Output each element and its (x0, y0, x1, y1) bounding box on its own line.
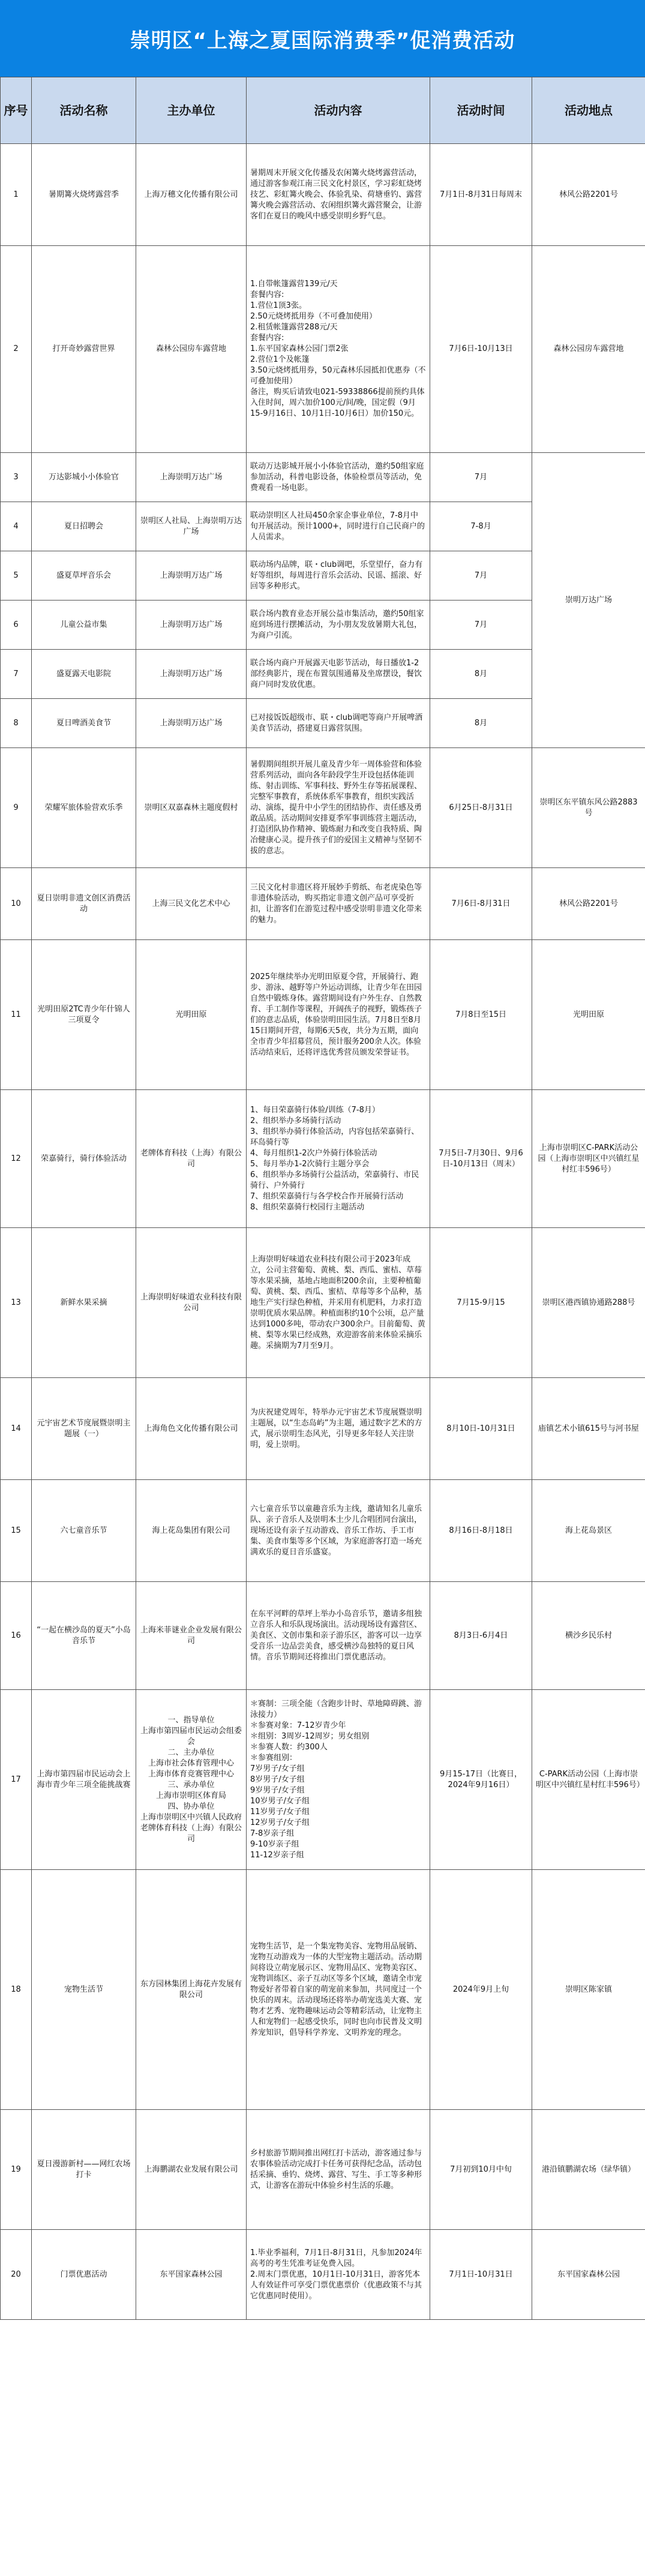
cell-name: 宠物生活节 (32, 1870, 136, 2110)
activity-table (0, 77, 645, 2320)
cell-time: 8月3日-6月4日 (430, 1582, 532, 1690)
cell-time: 9月15-17日（比赛日，2024年9月16日） (430, 1690, 532, 1870)
cell-no: 7 (1, 650, 32, 699)
cell-time: 7月初到10月中旬 (430, 2110, 532, 2230)
cell-org: 上海崇明好味道农业科技有限公司 (136, 1228, 247, 1378)
table-header-row (1, 77, 645, 144)
cell-name: 门票优惠活动 (32, 2230, 136, 2320)
cell-org: 东平国家森林公园 (136, 2230, 247, 2320)
table-row (1, 1480, 645, 1582)
cell-time: 7月6日-10月13日 (430, 246, 532, 453)
cell-content: 三民文化村非遗区将开展妙手剪纸、布老虎染色等非遗体验活动，购买指定非遗文创产品可享受折扣，让游客们在游览过程中感受崇明非遗文化带来的魅力。 (247, 868, 430, 940)
cell-org: 上海米菲谜业企业发展有限公司 (136, 1582, 247, 1690)
cell-name: 打开奇妙露营世界 (32, 246, 136, 453)
cell-content: 在东平河畔的草坪上举办小岛音乐节，邀请多组独立音乐人和乐队现场演出。活动现场设有露营区、美食区、文创市集和亲子游乐区，游客可以一边享受音乐一边品尝美食，感受横沙岛独特的夏日风情。音乐节期间还将推出门票优惠活动。 (247, 1582, 430, 1690)
table-row (1, 144, 645, 246)
cell-name: 盛夏露天电影院 (32, 650, 136, 699)
cell-org: 上海崇明万达广场 (136, 601, 247, 650)
cell-content: 为庆祝建党周年，特举办元宇宙艺术节度展暨崇明主题展，以“生态岛屿”为主题，通过数字艺术的方式，展示崇明生态风光，引导更多年轻人关注崇明，爱上崇明。 (247, 1378, 430, 1480)
cell-org: 上海崇明万达广场 (136, 453, 247, 502)
page-title: 崇明区“上海之夏国际消费季”促消费活动 (130, 28, 515, 53)
cell-no: 2 (1, 246, 32, 453)
page-title-bar (0, 0, 645, 77)
table-row (1, 868, 645, 940)
cell-name: 儿童公益市集 (32, 601, 136, 650)
col-header-org: 主办单位 (136, 77, 247, 144)
cell-org: 海上花岛集团有限公司 (136, 1480, 247, 1582)
table-row (1, 2110, 645, 2230)
cell-place: 海上花岛景区 (532, 1480, 645, 1582)
cell-time: 7月6日-8月31日 (430, 868, 532, 940)
cell-time: 7月5日-7月30日、9月6日-10月13日（周末） (430, 1090, 532, 1228)
cell-place: 港沿镇鹏湖农场（绿华镇） (532, 2110, 645, 2230)
cell-no: 18 (1, 1870, 32, 2110)
cell-no: 8 (1, 699, 32, 748)
cell-content: 已对接饭饭超级市、联・club调吧等商户开展啤酒美食节活动，搭建夏日露营氛围。 (247, 699, 430, 748)
cell-content: 暑假期间组织开展儿童及青少年一周体验营和体验营系列活动，面向各年龄段学生开设包括体能训练、射击训练、军事科技、野外生存等拓展课程、完整军事教育，系统体系军事教育，组织实践活动、演练，提升中小学生的团结协作、责任感及勇敢品质。活动期间安排夏季军事训练营主题活动，打造团队协作精神、锻炼耐力和改变自我特质、陶冶健康心灵。提升孩子们的爱国主义精神与坚韧不拔的意志。 (247, 748, 430, 868)
cell-content: 1.毕业季福利，7月1日-8月31日，凡参加2024年高考的考生凭准考证免费入园。 2.周末门票优惠，10月1日-10月31日，游客凭本人有效证件可享受门票优惠票价（优惠政策不与其它优惠同时使用）。 (247, 2230, 430, 2320)
cell-place: 上海市崇明区C-PARK活动公园（上海市崇明区中兴镇红星村红丰596号） (532, 1090, 645, 1228)
cell-time: 8月16日-8月18日 (430, 1480, 532, 1582)
cell-no: 3 (1, 453, 32, 502)
cell-org: 上海三民文化艺术中心 (136, 868, 247, 940)
cell-time: 8月10日-10月31日 (430, 1378, 532, 1480)
cell-content: 六七童音乐节以童趣音乐为主线，邀请知名儿童乐队、亲子音乐人及崇明本土少儿合唱团同台演出，现场还设有亲子互动游戏、音乐工作坊、手工市集、美食市集等多个区域，为家庭游客打造一场充满欢乐的夏日音乐盛宴。 (247, 1480, 430, 1582)
cell-name: 暑期篝火烧烤露营季 (32, 144, 136, 246)
cell-time: 8月 (430, 650, 532, 699)
cell-time: 7月1日-8月31日每周末 (430, 144, 532, 246)
cell-time: 6月25日-8月31日 (430, 748, 532, 868)
cell-content: 乡村旅游节期间推出网红打卡活动，游客通过参与农事体验活动完成打卡任务可获得纪念品，活动包括采摘、垂钓、烧烤、露营、写生、手工等多种形式，让游客在游玩中体验乡村生活的乐趣。 (247, 2110, 430, 2230)
cell-content: 1.自带帐篷露营139元/天 套餐内容: 1.营位1顶3张。 2.50元烧烤抵用券（不可叠加使用） 2.租赁帐篷露营288元/天 套餐内容: 1.东平国家森林公园门票2张 2.营位1个及帐篷 3.50元烧烤抵用券，50元森林乐园抵扣优惠券（不可叠加使用） 备注，购买后请致电021-59338866提前预约具体入住时间，周六加价100元/间/晚，国定假（9月15-9月16日、10月1日-10月6日）加价150元。 (247, 246, 430, 453)
cell-no: 12 (1, 1090, 32, 1228)
cell-name: 光明田原2TC青少年什锦人三项夏令 (32, 940, 136, 1090)
table-row (1, 453, 645, 502)
col-header-content: 活动内容 (247, 77, 430, 144)
cell-org: 一、指导单位 上海市第四届市民运动会组委会 二、主办单位 上海市社会体育管理中心 上海市体育竞赛管理中心 三、承办单位 上海市崇明区体育局 四、协办单位 上海市崇明区中兴镇人民政府 老牌体育科技（上海）有限公司 (136, 1690, 247, 1870)
cell-time: 7月8日至15日 (430, 940, 532, 1090)
cell-org: 上海万穗文化传播有限公司 (136, 144, 247, 246)
cell-no: 14 (1, 1378, 32, 1480)
cell-no: 9 (1, 748, 32, 868)
table-row (1, 1228, 645, 1378)
cell-no: 16 (1, 1582, 32, 1690)
cell-place: 崇明区东平镇东风公路2883号 (532, 748, 645, 868)
cell-org: 东方园林集团上海花卉发展有限公司 (136, 1870, 247, 2110)
cell-place: 林风公路2201号 (532, 868, 645, 940)
col-header-no: 序号 (1, 77, 32, 144)
cell-name: 夏日招聘会 (32, 502, 136, 551)
cell-time: 7-8月 (430, 502, 532, 551)
table-row (1, 1582, 645, 1690)
table-row (1, 246, 645, 453)
cell-content: 联动场内品牌，联・club调吧，乐堂望仔，奋力有好等组织，每周进行音乐会活动、民谣、摇滚、好回等多种形式。 (247, 551, 430, 601)
cell-time: 2024年9月上旬 (430, 1870, 532, 2110)
cell-content: 联合场内商户开展露天电影节活动，每日播放1-2部经典影片，现在布置氛围通幕及坐席摆设，餐饮商户同时发放优惠。 (247, 650, 430, 699)
cell-name: 荣嘉骑行，骑行体验活动 (32, 1090, 136, 1228)
cell-place: 林风公路2201号 (532, 144, 645, 246)
cell-no: 5 (1, 551, 32, 601)
cell-no: 4 (1, 502, 32, 551)
cell-time: 7月 (430, 601, 532, 650)
cell-org: 崇明区人社局、上海崇明万达广场 (136, 502, 247, 551)
cell-no: 6 (1, 601, 32, 650)
cell-time: 7月 (430, 453, 532, 502)
cell-name: 六七童音乐节 (32, 1480, 136, 1582)
cell-place: 庙镇艺术小镇615号与河书屋 (532, 1378, 645, 1480)
table-row (1, 748, 645, 868)
cell-content: 宠物生活节，是一个集宠物美容、宠物用品展销、宠物互动游戏为一体的大型宠物主题活动。活动期间将设立萌宠展示区、宠物用品区、宠物美容区、宠物训练区、亲子互动区等多个区域，邀请全市宠物爱好者带着自家的萌宠前来参加，共同度过一个快乐的周末。活动现场还将举办萌宠选美大赛、宠物才艺秀、宠物趣味运动会等精彩活动，让宠物主人和宠物们一起感受快乐，同时也向市民普及文明养宠知识，倡导科学养宠、文明养宠的理念。 (247, 1870, 430, 2110)
cell-name: 夏日漫游新村——网红农场打卡 (32, 2110, 136, 2230)
cell-no: 20 (1, 2230, 32, 2320)
cell-content: 2025年继续举办光明田原夏令营，开展骑行、跑步、游泳、越野等户外运动训练，让青少年在田园自然中锻炼身体。露营期间设有户外生存、自然教育、手工制作等课程，开阔孩子的视野，锻炼孩子们的意志品质，体验崇明田园生活。7月8日至8月15日期间开营，每期6天5夜，共分为五期，面向全市青少年招募营员，预计服务200余人次。体验活动结束后，还将评选优秀营员颁发荣誉证书。 (247, 940, 430, 1090)
cell-time: 7月1日-10月31日 (430, 2230, 532, 2320)
cell-no: 17 (1, 1690, 32, 1870)
cell-content: 暑期周末开展文化传播及农闲篝火烧烤露营活动，通过游客参观江南三民文化村景区，学习彩虹烧烤技艺、彩虹篝火晚会、体验乳染、荷塘垂钓、露营篝火晚会露营活动、农闲组织篝火露营聚会，让游客们在夏日的晚风中感受崇明乡野气息。 (247, 144, 430, 246)
cell-time: 8月 (430, 699, 532, 748)
cell-org: 老牌体育科技（上海）有限公司 (136, 1090, 247, 1228)
cell-content: 联动万达影城开展小小体验官活动，邀约50组家庭参加活动，科普电影设备，体验检票员等活动，免费观看一场电影。 (247, 453, 430, 502)
cell-content: 上海崇明好味道农业科技有限公司于2023年成立，公司主营葡萄、黄桃、梨、西瓜、蜜桔、草莓等水果采摘，基地占地面积200余亩，主要种植葡萄、黄桃、梨、西瓜、蜜桔、草莓等多个品种，基地生产实行绿色种植，并采用有机肥料，力求打造崇明优质水果品牌。种植面积约10个公顷，总产量达到1000多吨，带动农户300余户。目前葡萄、黄桃、梨等水果已经成熟，欢迎游客前来体验采摘乐趣。采摘期为7月至9月。 (247, 1228, 430, 1378)
cell-time: 7月 (430, 551, 532, 601)
cell-place: 森林公园房车露营地 (532, 246, 645, 453)
cell-org: 上海崇明万达广场 (136, 551, 247, 601)
cell-content: 联合场内教育业态开展公益市集活动，邀约50组家庭到场进行摆摊活动，为小朋友发放暑期大礼包，为商户引流。 (247, 601, 430, 650)
cell-name: 荣耀军旅体验营欢乐季 (32, 748, 136, 868)
table-row (1, 1690, 645, 1870)
cell-no: 11 (1, 940, 32, 1090)
cell-place: 东平国家森林公园 (532, 2230, 645, 2320)
cell-name: “一起在横沙岛的夏天”小岛音乐节 (32, 1582, 136, 1690)
cell-no: 15 (1, 1480, 32, 1582)
cell-place: 崇明万达广场 (532, 453, 645, 748)
cell-no: 1 (1, 144, 32, 246)
cell-place: 崇明区陈家镇 (532, 1870, 645, 2110)
cell-org: 上海角色文化传播有限公司 (136, 1378, 247, 1480)
cell-no: 10 (1, 868, 32, 940)
table-row (1, 1090, 645, 1228)
table-row (1, 940, 645, 1090)
cell-name: 万达影城小小体验官 (32, 453, 136, 502)
table-row (1, 1870, 645, 2110)
cell-no: 13 (1, 1228, 32, 1378)
cell-content: ＊赛制：三项全能（含跑步计时、草地障碍跳、游泳接力） ＊参赛对象：7-12岁青少年 ＊组别：3周岁-12周岁；男女组别 ＊参赛人数：约300人 ＊参赛组别： 7岁男子/女子组 8岁男子/女子组 9岁男子/女子组 10岁男子/女子组 11岁男子/女子组 12岁男子/女子组 7-8岁亲子组 9-10岁亲子组 11-12岁亲子组 (247, 1690, 430, 1870)
cell-no: 19 (1, 2110, 32, 2230)
cell-place: C-PARK活动公园（上海市崇明区中兴镇红星村红丰596号） (532, 1690, 645, 1870)
table-row (1, 2230, 645, 2320)
cell-org: 上海崇明万达广场 (136, 650, 247, 699)
col-header-place: 活动地点 (532, 77, 645, 144)
cell-name: 上海市第四届市民运动会上海市青少年三项全能挑战赛 (32, 1690, 136, 1870)
cell-name: 新鲜水果采摘 (32, 1228, 136, 1378)
cell-time: 7月15-9月15 (430, 1228, 532, 1378)
cell-place: 崇明区港西镇协通路288号 (532, 1228, 645, 1378)
cell-place: 横沙乡民乐村 (532, 1582, 645, 1690)
cell-place: 光明田原 (532, 940, 645, 1090)
cell-org: 森林公园房车露营地 (136, 246, 247, 453)
cell-content: 联动崇明区人社局450余家企事业单位，7-8月中旬开展活动。预计1000+，同时进行自己民商户的人员需求。 (247, 502, 430, 551)
cell-content: 1、每日荣嘉骑行体验/训练（7-8月） 2、组织举办多场骑行活动 3、组织举办骑行体验活动，内容包括荣嘉骑行、环岛骑行等 4、每月组织1-2次户外骑行体验活动 5、每月举办1-2次骑行主题分享会 6、组织举办多场骑行公益活动，荣嘉骑行、市民骑行、户外骑行 7、组织荣嘉骑行与各学校合作开展骑行活动 8、组织荣嘉骑行校园行主题活动 (247, 1090, 430, 1228)
cell-org: 光明田原 (136, 940, 247, 1090)
col-header-time: 活动时间 (430, 77, 532, 144)
cell-org: 上海崇明万达广场 (136, 699, 247, 748)
cell-name: 夏日崇明非遗文创区消费活动 (32, 868, 136, 940)
cell-name: 盛夏草坪音乐会 (32, 551, 136, 601)
cell-name: 夏日啤酒美食节 (32, 699, 136, 748)
cell-org: 崇明区双嘉森林主题度假村 (136, 748, 247, 868)
cell-name: 元宇宙艺术节度展暨崇明主题展（一） (32, 1378, 136, 1480)
cell-org: 上海鹏湖农业发展有限公司 (136, 2110, 247, 2230)
table-row (1, 1378, 645, 1480)
col-header-name: 活动名称 (32, 77, 136, 144)
